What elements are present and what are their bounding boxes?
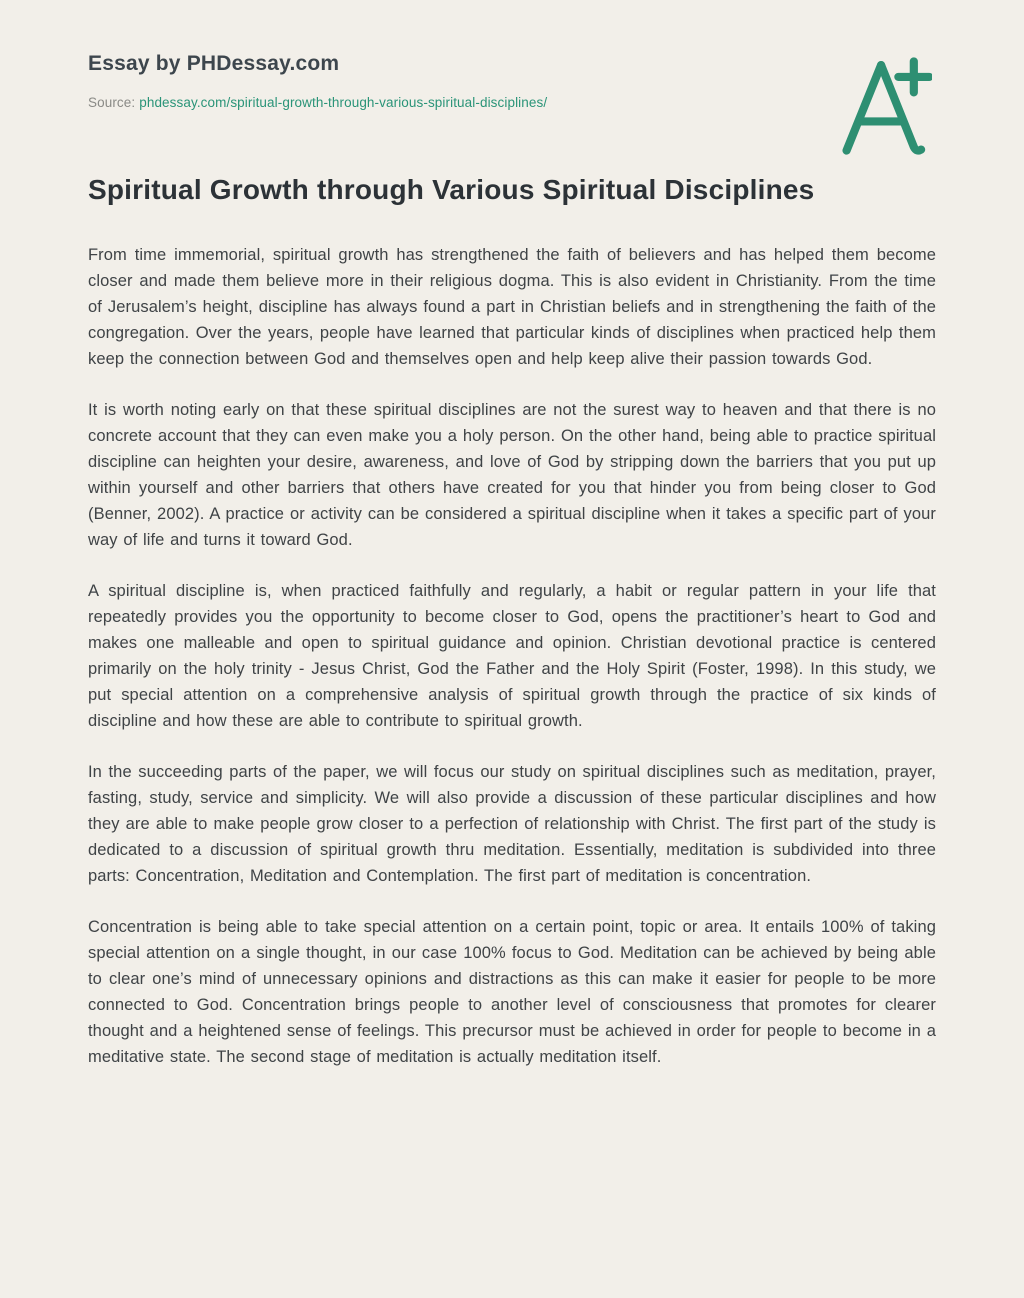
source-line [88,95,936,110]
source-label: Source: [88,95,136,110]
source-link[interactable]: phdessay.com/spiritual-growth-through-various-spiritual-disciplines/ [139,95,548,110]
paragraph: Concentration is being able to take special attention on a certain point, topic or area. It entails 100% of taking special attention on a single thought, in our case 100% focus to God. Meditation can be achieved by being able to clear one’s mind of unnecessary opinions and distractions as this can make it easier for people to be more connected to God. Concentration brings people to another level of consciousness that promotes for clearer thought and a heightened sense of feelings. This precursor must be achieved in order for people to become in a meditative state. The second stage of meditation is actually meditation itself. [88,918,936,1066]
paragraph: It is worth noting early on that these spiritual disciplines are not the surest way to heaven and that there is no concrete account that they can even make you a holy person. On the other hand, being able to practice spiritual discipline can heighten your desire, awareness, and love of God by stripping down the barriers that you put up within yourself and other barriers that others have created for you that hinder you from being closer to God (Benner, 2002). A practice or activity can be considered a spiritual discipline when it takes a specific part of your way of life and turns it toward God. [88,401,936,549]
paragraph: From time immemorial, spiritual growth has strengthened the faith of believers and has helped them become closer and made them believe more in their religious dogma. This is also evident in Christianity. From the time of Jerusalem’s height, discipline has always found a part in Christian beliefs and in strengthening the faith of the congregation. Over the years, people have learned that particular kinds of disciplines when practiced help them keep the connection between God and themselves open and help keep alive their passion towards God. [88,246,936,368]
a-plus-logo-icon [832,52,932,160]
paragraph: A spiritual discipline is, when practiced faithfully and regularly, a habit or regular pattern in your life that repeatedly provides you the opportunity to become closer to God, opens the practitioner’s heart to God and makes one malleable and open to spiritual guidance and opinion. Christian devotional practice is centered primarily on the holy trinity - Jesus Christ, God the Father and the Holy Spirit (Foster, 1998). In this study, we put special attention on a comprehensive analysis of spiritual growth through the practice of six kinds of discipline and how these are able to contribute to spiritual growth. [88,582,936,730]
paragraph: In the succeeding parts of the paper, we will focus our study on spiritual disciplines such as meditation, prayer, fasting, study, service and simplicity. We will also provide a discussion of these particular disciplines and how they are able to make people grow closer to a perfection of relationship with Christ. The first part of the study is dedicated to a discussion of spiritual growth thru meditation. Essentially, meditation is subdivided into three parts: Concentration, Meditation and Contemplation. The first part of meditation is concentration. [88,763,936,885]
article-body [88,242,936,1070]
essay-byline: Essay by PHDessay.com [88,52,340,75]
page-title: Spiritual Growth through Various Spiritual Disciplines [88,174,815,205]
